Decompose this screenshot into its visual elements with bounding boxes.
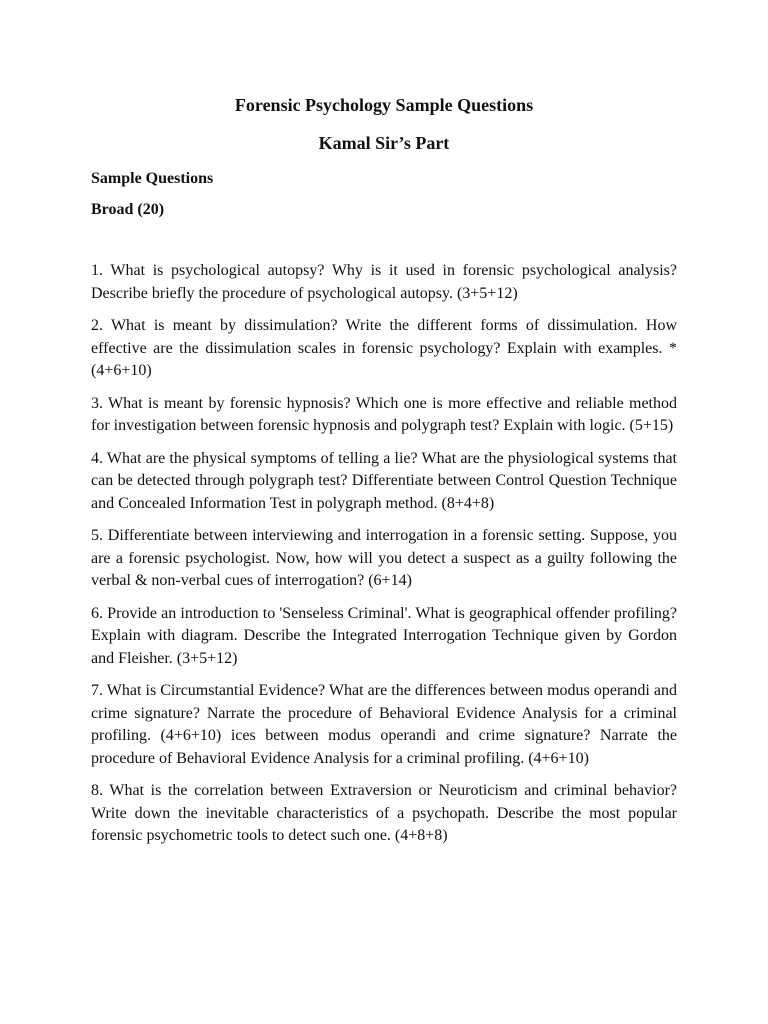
- question-item: 2. What is meant by dissimulation? Write the different forms of dissimulation. How effective are the dissimulation scales in forensic psychology? Explain with examples. *(4+6+10): [91, 317, 677, 379]
- section-label: Sample Questions: [91, 170, 214, 187]
- question-list: [91, 219, 677, 848]
- question-item: 4. What are the physical symptoms of telling a lie? What are the physiological systems that can be detected through polygraph test? Differentiate between Control Question Technique and Concealed Information Test in polygraph method. (8+4+8): [91, 449, 677, 512]
- category-label: Broad (20): [91, 201, 165, 218]
- question-item: 5. Differentiate between interviewing and interrogation in a forensic setting. Suppose, you are a forensic psychologist. Now, how will you detect a suspect as a guilty following the verbal & non-verbal cues of interrogation? (6+14): [91, 527, 677, 589]
- document-subtitle: Kamal Sir’s Part: [318, 133, 450, 153]
- question-item: 6. Provide an introduction to 'Senseless Criminal'. What is geographical offender profiling? Explain with diagram. Describe the Integrated Interrogation Technique given by Gordon and Fleisher. (3+5+12): [91, 604, 677, 667]
- question-item: 3. What is meant by forensic hypnosis? Which one is more effective and reliable method for investigation between forensic hypnosis and polygraph test? Explain with logic. (5+15): [91, 394, 677, 434]
- document-title: Forensic Psychology Sample Questions: [234, 95, 534, 115]
- question-item: 8. What is the correlation between Extraversion or Neuroticism and criminal behavior? Write down the inevitable characteristics of a psychopath. Describe the most popular forensic psychometric tools to detect such one. (4+8+8): [91, 782, 677, 844]
- question-item: 7. What is Circumstantial Evidence? What are the differences between modus operandi and crime signature? Narrate the procedure of Behavioral Evidence Analysis for a criminal profiling. (4+6+10) ices between modus operandi and crime signature? Narrate the procedure of Behavioral Evidence Analysis for a criminal profiling. (4+6+10): [91, 682, 677, 767]
- question-item: 1. What is psychological autopsy? Why is it used in forensic psychological analysis? Describe briefly the procedure of psychological autopsy. (3+5+12): [91, 262, 677, 302]
